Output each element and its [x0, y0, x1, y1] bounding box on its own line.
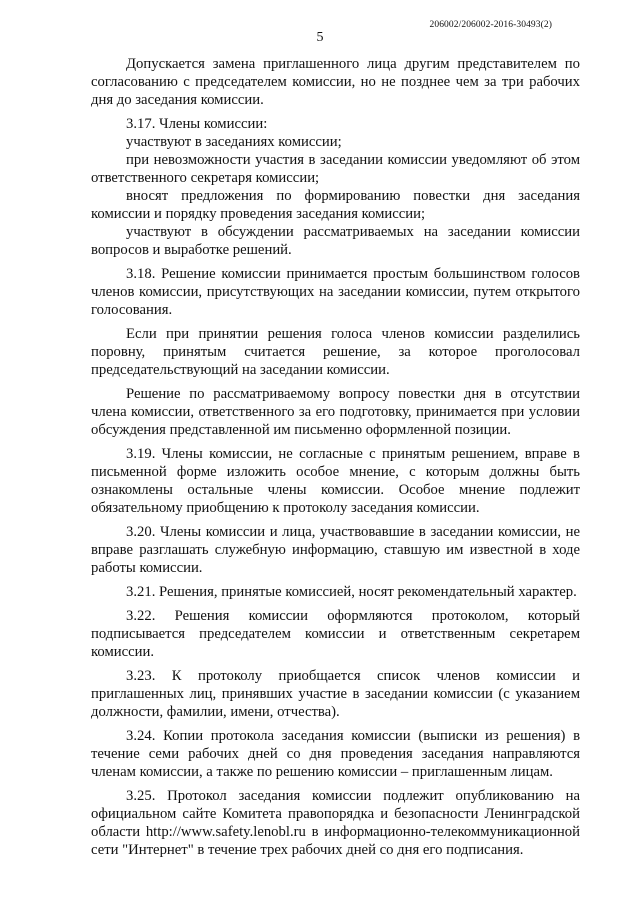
paragraph-3-17-heading: 3.17. Члены комиссии: — [126, 116, 268, 132]
paragraph-3-18-absence: Решение по рассматриваемому вопросу повестки дня в отсутствии члена комиссии, ответственного за его подготовку, принимается при условии обсуждения представленной им письменно оформленной позиции. — [91, 386, 580, 438]
paragraph-3-24: 3.24. Копии протокола заседания комиссии (выписки из решения) в течение семи рабочих дней со дня проведения заседания направляются членам комиссии, а также по решению комиссии – приглашенным лицам. — [91, 728, 580, 780]
paragraph-3-25: 3.25. Протокол заседания комиссии подлежит опубликованию на официальном сайте Комитета правопорядка и безопасности Ленинградской области http://www.safety.lenobl.ru в информационно-телекоммуникационной сети "Интернет" в течение трех рабочих дней со дня его подписания. — [91, 788, 580, 858]
paragraph-3-17-item-2: при невозможности участия в заседании комиссии уведомляют об этом ответственного секретаря комиссии; — [91, 152, 580, 186]
paragraph-3-17-item-4: участвуют в обсуждении рассматриваемых на заседании комиссии вопросов и выработке решений. — [91, 224, 580, 258]
paragraph-3-21: 3.21. Решения, принятые комиссией, носят рекомендательный характер. — [126, 584, 577, 600]
paragraph-3-18: 3.18. Решение комиссии принимается простым большинством голосов членов комиссии, присутствующих на заседании комиссии, путем открытого голосования. — [91, 266, 580, 318]
page-number: 5 — [316, 30, 324, 45]
paragraph-3-20: 3.20. Члены комиссии и лица, участвовавшие в заседании комиссии, не вправе разглашать служебную информацию, ставшую им известной в ходе работы комиссии. — [91, 524, 580, 576]
paragraph-3-18-tie: Если при принятии решения голоса членов комиссии разделились поровну, принятым считается решение, за которое проголосовал председательствующий на заседании комиссии. — [91, 326, 580, 378]
paragraph-substitution: Допускается замена приглашенного лица другим представителем по согласованию с председателем комиссии, но не позднее чем за три рабочих дня до заседания комиссии. — [91, 56, 580, 108]
document-body — [91, 55, 580, 865]
paragraph-3-22: 3.22. Решения комиссии оформляются протоколом, который подписывается председателем комиссии и ответственным секретарем комиссии. — [91, 608, 580, 660]
paragraph-3-17-item-3: вносят предложения по формированию повестки дня заседания комиссии и порядку проведения заседания комиссии; — [91, 188, 580, 222]
paragraph-3-19: 3.19. Члены комиссии, не согласные с принятым решением, вправе в письменной форме изложить особое мнение, с которым должны быть ознакомлены остальные члены комиссии. Особое мнение подлежит обязательному приобщению к протоколу заседания комиссии. — [91, 446, 580, 516]
paragraph-3-17-item-1: участвуют в заседаниях комиссии; — [126, 134, 342, 150]
document-reference: 206002/206002-2016-30493(2) — [429, 20, 552, 30]
paragraph-3-23: 3.23. К протоколу приобщается список членов комиссии и приглашенных лиц, принявших участие в заседании комиссии (с указанием должности, фамилии, имени, отчества). — [91, 668, 580, 720]
